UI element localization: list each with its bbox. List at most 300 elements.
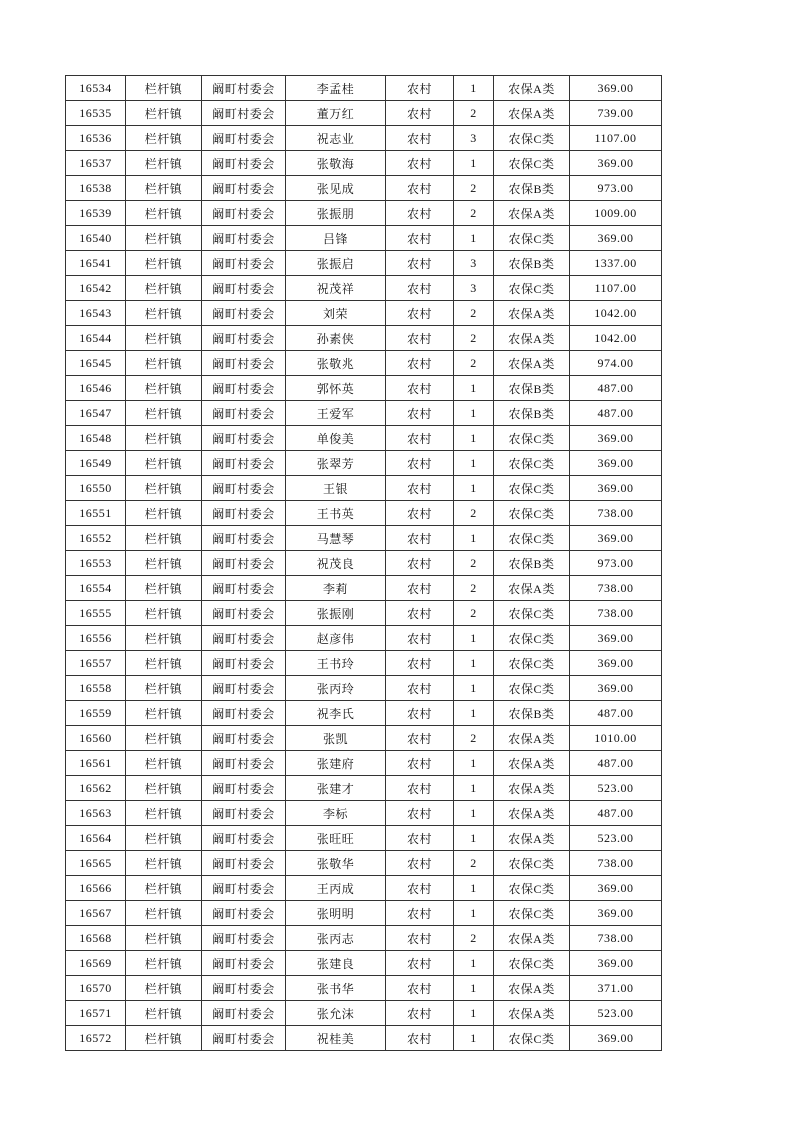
cell-village: 阚町村委会 xyxy=(202,276,286,301)
cell-count: 2 xyxy=(454,726,494,751)
cell-town: 栏杆镇 xyxy=(126,951,202,976)
cell-type: 农村 xyxy=(386,251,454,276)
cell-category: 农保C类 xyxy=(494,226,570,251)
cell-id: 16547 xyxy=(66,401,126,426)
table-row xyxy=(66,851,662,876)
cell-category: 农保C类 xyxy=(494,901,570,926)
cell-village: 阚町村委会 xyxy=(202,326,286,351)
cell-id: 16535 xyxy=(66,101,126,126)
table-row xyxy=(66,351,662,376)
cell-amount: 369.00 xyxy=(570,526,662,551)
cell-amount: 369.00 xyxy=(570,901,662,926)
cell-name: 张建良 xyxy=(286,951,386,976)
cell-town: 栏杆镇 xyxy=(126,201,202,226)
cell-type: 农村 xyxy=(386,426,454,451)
cell-category: 农保C类 xyxy=(494,951,570,976)
cell-id: 16534 xyxy=(66,76,126,101)
cell-village: 阚町村委会 xyxy=(202,726,286,751)
cell-type: 农村 xyxy=(386,676,454,701)
cell-name: 张书华 xyxy=(286,976,386,1001)
cell-village: 阚町村委会 xyxy=(202,301,286,326)
cell-town: 栏杆镇 xyxy=(126,751,202,776)
cell-category: 农保A类 xyxy=(494,776,570,801)
cell-type: 农村 xyxy=(386,851,454,876)
table-row xyxy=(66,901,662,926)
cell-count: 1 xyxy=(454,226,494,251)
cell-name: 张旺旺 xyxy=(286,826,386,851)
cell-amount: 369.00 xyxy=(570,451,662,476)
cell-category: 农保A类 xyxy=(494,751,570,776)
cell-town: 栏杆镇 xyxy=(126,351,202,376)
cell-type: 农村 xyxy=(386,501,454,526)
cell-amount: 974.00 xyxy=(570,351,662,376)
cell-id: 16567 xyxy=(66,901,126,926)
cell-type: 农村 xyxy=(386,476,454,501)
cell-amount: 738.00 xyxy=(570,851,662,876)
cell-town: 栏杆镇 xyxy=(126,651,202,676)
cell-category: 农保C类 xyxy=(494,426,570,451)
cell-count: 1 xyxy=(454,751,494,776)
cell-type: 农村 xyxy=(386,726,454,751)
cell-village: 阚町村委会 xyxy=(202,851,286,876)
cell-count: 2 xyxy=(454,101,494,126)
cell-count: 2 xyxy=(454,501,494,526)
cell-count: 1 xyxy=(454,776,494,801)
cell-id: 16553 xyxy=(66,551,126,576)
cell-id: 16555 xyxy=(66,601,126,626)
cell-type: 农村 xyxy=(386,101,454,126)
cell-type: 农村 xyxy=(386,351,454,376)
table-row xyxy=(66,526,662,551)
cell-town: 栏杆镇 xyxy=(126,501,202,526)
cell-count: 2 xyxy=(454,201,494,226)
cell-town: 栏杆镇 xyxy=(126,901,202,926)
cell-type: 农村 xyxy=(386,76,454,101)
cell-town: 栏杆镇 xyxy=(126,626,202,651)
cell-town: 栏杆镇 xyxy=(126,976,202,1001)
cell-id: 16564 xyxy=(66,826,126,851)
cell-name: 张建才 xyxy=(286,776,386,801)
cell-name: 张建府 xyxy=(286,751,386,776)
cell-category: 农保B类 xyxy=(494,551,570,576)
cell-category: 农保C类 xyxy=(494,526,570,551)
cell-town: 栏杆镇 xyxy=(126,726,202,751)
cell-type: 农村 xyxy=(386,776,454,801)
cell-town: 栏杆镇 xyxy=(126,826,202,851)
cell-name: 王书玲 xyxy=(286,651,386,676)
cell-name: 李莉 xyxy=(286,576,386,601)
cell-name: 张敬海 xyxy=(286,151,386,176)
cell-village: 阚町村委会 xyxy=(202,701,286,726)
cell-town: 栏杆镇 xyxy=(126,1001,202,1026)
cell-name: 张见成 xyxy=(286,176,386,201)
cell-name: 张振朋 xyxy=(286,201,386,226)
cell-amount: 369.00 xyxy=(570,676,662,701)
cell-count: 2 xyxy=(454,601,494,626)
cell-amount: 369.00 xyxy=(570,76,662,101)
cell-name: 张振刚 xyxy=(286,601,386,626)
cell-count: 1 xyxy=(454,526,494,551)
cell-category: 农保C类 xyxy=(494,276,570,301)
table-row xyxy=(66,826,662,851)
cell-id: 16536 xyxy=(66,126,126,151)
table-row xyxy=(66,701,662,726)
cell-type: 农村 xyxy=(386,651,454,676)
cell-village: 阚町村委会 xyxy=(202,826,286,851)
cell-count: 1 xyxy=(454,951,494,976)
cell-type: 农村 xyxy=(386,626,454,651)
cell-amount: 523.00 xyxy=(570,776,662,801)
cell-amount: 369.00 xyxy=(570,651,662,676)
cell-amount: 487.00 xyxy=(570,801,662,826)
cell-id: 16563 xyxy=(66,801,126,826)
cell-count: 2 xyxy=(454,301,494,326)
table-row xyxy=(66,1026,662,1051)
cell-id: 16542 xyxy=(66,276,126,301)
cell-type: 农村 xyxy=(386,401,454,426)
cell-type: 农村 xyxy=(386,326,454,351)
cell-category: 农保C类 xyxy=(494,451,570,476)
cell-count: 1 xyxy=(454,451,494,476)
table-row xyxy=(66,226,662,251)
cell-village: 阚町村委会 xyxy=(202,176,286,201)
cell-count: 1 xyxy=(454,476,494,501)
cell-town: 栏杆镇 xyxy=(126,876,202,901)
table-row xyxy=(66,726,662,751)
cell-count: 1 xyxy=(454,626,494,651)
table-row xyxy=(66,176,662,201)
table-row xyxy=(66,251,662,276)
table-row xyxy=(66,201,662,226)
cell-name: 张丙志 xyxy=(286,926,386,951)
cell-village: 阚町村委会 xyxy=(202,776,286,801)
cell-category: 农保B类 xyxy=(494,376,570,401)
cell-category: 农保A类 xyxy=(494,976,570,1001)
cell-name: 张敬华 xyxy=(286,851,386,876)
cell-village: 阚町村委会 xyxy=(202,226,286,251)
cell-village: 阚町村委会 xyxy=(202,676,286,701)
cell-category: 农保B类 xyxy=(494,251,570,276)
table-row xyxy=(66,501,662,526)
cell-town: 栏杆镇 xyxy=(126,801,202,826)
cell-amount: 738.00 xyxy=(570,576,662,601)
cell-count: 2 xyxy=(454,551,494,576)
cell-type: 农村 xyxy=(386,926,454,951)
cell-name: 张明明 xyxy=(286,901,386,926)
cell-amount: 1010.00 xyxy=(570,726,662,751)
cell-id: 16565 xyxy=(66,851,126,876)
cell-category: 农保C类 xyxy=(494,876,570,901)
cell-category: 农保A类 xyxy=(494,826,570,851)
cell-type: 农村 xyxy=(386,176,454,201)
cell-count: 1 xyxy=(454,76,494,101)
cell-category: 农保C类 xyxy=(494,651,570,676)
cell-village: 阚町村委会 xyxy=(202,551,286,576)
cell-name: 张允沫 xyxy=(286,1001,386,1026)
cell-town: 栏杆镇 xyxy=(126,451,202,476)
cell-village: 阚町村委会 xyxy=(202,926,286,951)
cell-village: 阚町村委会 xyxy=(202,901,286,926)
cell-count: 3 xyxy=(454,126,494,151)
table-row xyxy=(66,426,662,451)
cell-type: 农村 xyxy=(386,976,454,1001)
cell-town: 栏杆镇 xyxy=(126,476,202,501)
cell-town: 栏杆镇 xyxy=(126,251,202,276)
cell-village: 阚町村委会 xyxy=(202,801,286,826)
cell-category: 农保C类 xyxy=(494,126,570,151)
cell-town: 栏杆镇 xyxy=(126,401,202,426)
cell-category: 农保A类 xyxy=(494,326,570,351)
cell-name: 张翠芳 xyxy=(286,451,386,476)
cell-town: 栏杆镇 xyxy=(126,1026,202,1051)
cell-village: 阚町村委会 xyxy=(202,651,286,676)
table-row xyxy=(66,401,662,426)
cell-type: 农村 xyxy=(386,276,454,301)
cell-amount: 1107.00 xyxy=(570,276,662,301)
cell-id: 16545 xyxy=(66,351,126,376)
cell-count: 1 xyxy=(454,376,494,401)
cell-id: 16552 xyxy=(66,526,126,551)
cell-type: 农村 xyxy=(386,701,454,726)
cell-town: 栏杆镇 xyxy=(126,851,202,876)
cell-count: 1 xyxy=(454,976,494,1001)
cell-type: 农村 xyxy=(386,801,454,826)
cell-category: 农保A类 xyxy=(494,201,570,226)
cell-id: 16550 xyxy=(66,476,126,501)
cell-category: 农保C类 xyxy=(494,151,570,176)
cell-town: 栏杆镇 xyxy=(126,601,202,626)
cell-id: 16541 xyxy=(66,251,126,276)
cell-name: 李标 xyxy=(286,801,386,826)
cell-name: 张丙玲 xyxy=(286,676,386,701)
table-row xyxy=(66,676,662,701)
cell-name: 孙素侠 xyxy=(286,326,386,351)
cell-amount: 739.00 xyxy=(570,101,662,126)
cell-type: 农村 xyxy=(386,451,454,476)
cell-id: 16557 xyxy=(66,651,126,676)
cell-category: 农保A类 xyxy=(494,76,570,101)
cell-name: 祝李氏 xyxy=(286,701,386,726)
cell-town: 栏杆镇 xyxy=(126,151,202,176)
table-row xyxy=(66,551,662,576)
cell-category: 农保A类 xyxy=(494,1001,570,1026)
cell-village: 阚町村委会 xyxy=(202,126,286,151)
cell-amount: 369.00 xyxy=(570,151,662,176)
cell-id: 16540 xyxy=(66,226,126,251)
table-row xyxy=(66,626,662,651)
cell-name: 祝茂良 xyxy=(286,551,386,576)
cell-id: 16551 xyxy=(66,501,126,526)
cell-id: 16571 xyxy=(66,1001,126,1026)
cell-id: 16569 xyxy=(66,951,126,976)
table-row xyxy=(66,101,662,126)
cell-id: 16546 xyxy=(66,376,126,401)
table-row xyxy=(66,276,662,301)
cell-count: 1 xyxy=(454,426,494,451)
cell-amount: 738.00 xyxy=(570,501,662,526)
cell-name: 张振启 xyxy=(286,251,386,276)
cell-type: 农村 xyxy=(386,301,454,326)
cell-category: 农保A类 xyxy=(494,801,570,826)
table-row xyxy=(66,376,662,401)
cell-count: 1 xyxy=(454,826,494,851)
cell-count: 1 xyxy=(454,901,494,926)
cell-id: 16568 xyxy=(66,926,126,951)
cell-type: 农村 xyxy=(386,126,454,151)
table-row xyxy=(66,301,662,326)
table-row xyxy=(66,326,662,351)
cell-town: 栏杆镇 xyxy=(126,326,202,351)
cell-town: 栏杆镇 xyxy=(126,301,202,326)
cell-village: 阚町村委会 xyxy=(202,476,286,501)
table-row xyxy=(66,976,662,1001)
cell-town: 栏杆镇 xyxy=(126,551,202,576)
cell-category: 农保C类 xyxy=(494,676,570,701)
cell-name: 马慧琴 xyxy=(286,526,386,551)
table-row xyxy=(66,476,662,501)
cell-count: 1 xyxy=(454,651,494,676)
cell-name: 单俊美 xyxy=(286,426,386,451)
cell-id: 16549 xyxy=(66,451,126,476)
cell-type: 农村 xyxy=(386,1001,454,1026)
cell-village: 阚町村委会 xyxy=(202,976,286,1001)
cell-count: 1 xyxy=(454,151,494,176)
cell-type: 农村 xyxy=(386,901,454,926)
cell-count: 2 xyxy=(454,176,494,201)
cell-name: 王丙成 xyxy=(286,876,386,901)
table-row xyxy=(66,451,662,476)
cell-village: 阚町村委会 xyxy=(202,376,286,401)
cell-category: 农保A类 xyxy=(494,576,570,601)
table-row xyxy=(66,76,662,101)
cell-town: 栏杆镇 xyxy=(126,701,202,726)
cell-id: 16554 xyxy=(66,576,126,601)
cell-category: 农保C类 xyxy=(494,601,570,626)
cell-type: 农村 xyxy=(386,226,454,251)
cell-amount: 523.00 xyxy=(570,1001,662,1026)
cell-type: 农村 xyxy=(386,826,454,851)
table-row xyxy=(66,1001,662,1026)
cell-type: 农村 xyxy=(386,526,454,551)
cell-amount: 738.00 xyxy=(570,601,662,626)
cell-amount: 738.00 xyxy=(570,926,662,951)
cell-amount: 1009.00 xyxy=(570,201,662,226)
cell-village: 阚町村委会 xyxy=(202,501,286,526)
table-row xyxy=(66,776,662,801)
cell-count: 1 xyxy=(454,401,494,426)
cell-category: 农保C类 xyxy=(494,1026,570,1051)
cell-type: 农村 xyxy=(386,601,454,626)
cell-town: 栏杆镇 xyxy=(126,176,202,201)
cell-category: 农保A类 xyxy=(494,301,570,326)
cell-count: 2 xyxy=(454,926,494,951)
table-row xyxy=(66,126,662,151)
cell-village: 阚町村委会 xyxy=(202,351,286,376)
table-row xyxy=(66,951,662,976)
cell-town: 栏杆镇 xyxy=(126,426,202,451)
cell-town: 栏杆镇 xyxy=(126,576,202,601)
cell-type: 农村 xyxy=(386,201,454,226)
cell-amount: 487.00 xyxy=(570,376,662,401)
cell-type: 农村 xyxy=(386,876,454,901)
cell-name: 董万红 xyxy=(286,101,386,126)
cell-category: 农保A类 xyxy=(494,101,570,126)
cell-village: 阚町村委会 xyxy=(202,1001,286,1026)
cell-town: 栏杆镇 xyxy=(126,926,202,951)
cell-village: 阚町村委会 xyxy=(202,601,286,626)
cell-category: 农保A类 xyxy=(494,351,570,376)
cell-amount: 487.00 xyxy=(570,701,662,726)
cell-town: 栏杆镇 xyxy=(126,276,202,301)
cell-type: 农村 xyxy=(386,151,454,176)
cell-amount: 369.00 xyxy=(570,1026,662,1051)
cell-village: 阚町村委会 xyxy=(202,751,286,776)
table-row xyxy=(66,876,662,901)
cell-name: 李孟桂 xyxy=(286,76,386,101)
cell-town: 栏杆镇 xyxy=(126,76,202,101)
cell-amount: 369.00 xyxy=(570,951,662,976)
cell-category: 农保A类 xyxy=(494,926,570,951)
cell-amount: 369.00 xyxy=(570,876,662,901)
cell-count: 1 xyxy=(454,876,494,901)
cell-name: 王书英 xyxy=(286,501,386,526)
cell-village: 阚町村委会 xyxy=(202,76,286,101)
table-row xyxy=(66,151,662,176)
cell-id: 16561 xyxy=(66,751,126,776)
cell-id: 16539 xyxy=(66,201,126,226)
cell-village: 阚町村委会 xyxy=(202,1026,286,1051)
cell-village: 阚町村委会 xyxy=(202,426,286,451)
cell-amount: 1337.00 xyxy=(570,251,662,276)
cell-name: 王银 xyxy=(286,476,386,501)
cell-village: 阚町村委会 xyxy=(202,101,286,126)
cell-type: 农村 xyxy=(386,751,454,776)
cell-count: 1 xyxy=(454,1026,494,1051)
cell-village: 阚町村委会 xyxy=(202,876,286,901)
cell-name: 郭怀英 xyxy=(286,376,386,401)
cell-amount: 973.00 xyxy=(570,176,662,201)
cell-amount: 369.00 xyxy=(570,426,662,451)
table-row xyxy=(66,801,662,826)
cell-name: 赵彦伟 xyxy=(286,626,386,651)
table-row xyxy=(66,601,662,626)
cell-amount: 487.00 xyxy=(570,751,662,776)
cell-amount: 1042.00 xyxy=(570,326,662,351)
cell-count: 1 xyxy=(454,1001,494,1026)
cell-count: 2 xyxy=(454,326,494,351)
cell-count: 1 xyxy=(454,801,494,826)
cell-count: 1 xyxy=(454,701,494,726)
cell-town: 栏杆镇 xyxy=(126,676,202,701)
cell-count: 2 xyxy=(454,351,494,376)
cell-village: 阚町村委会 xyxy=(202,526,286,551)
cell-category: 农保B类 xyxy=(494,401,570,426)
cell-category: 农保B类 xyxy=(494,176,570,201)
cell-id: 16560 xyxy=(66,726,126,751)
cell-village: 阚町村委会 xyxy=(202,951,286,976)
cell-amount: 1042.00 xyxy=(570,301,662,326)
cell-id: 16559 xyxy=(66,701,126,726)
cell-category: 农保A类 xyxy=(494,726,570,751)
cell-id: 16562 xyxy=(66,776,126,801)
cell-id: 16570 xyxy=(66,976,126,1001)
cell-count: 2 xyxy=(454,576,494,601)
cell-amount: 369.00 xyxy=(570,476,662,501)
cell-town: 栏杆镇 xyxy=(126,376,202,401)
cell-type: 农村 xyxy=(386,376,454,401)
cell-town: 栏杆镇 xyxy=(126,776,202,801)
cell-name: 吕锋 xyxy=(286,226,386,251)
